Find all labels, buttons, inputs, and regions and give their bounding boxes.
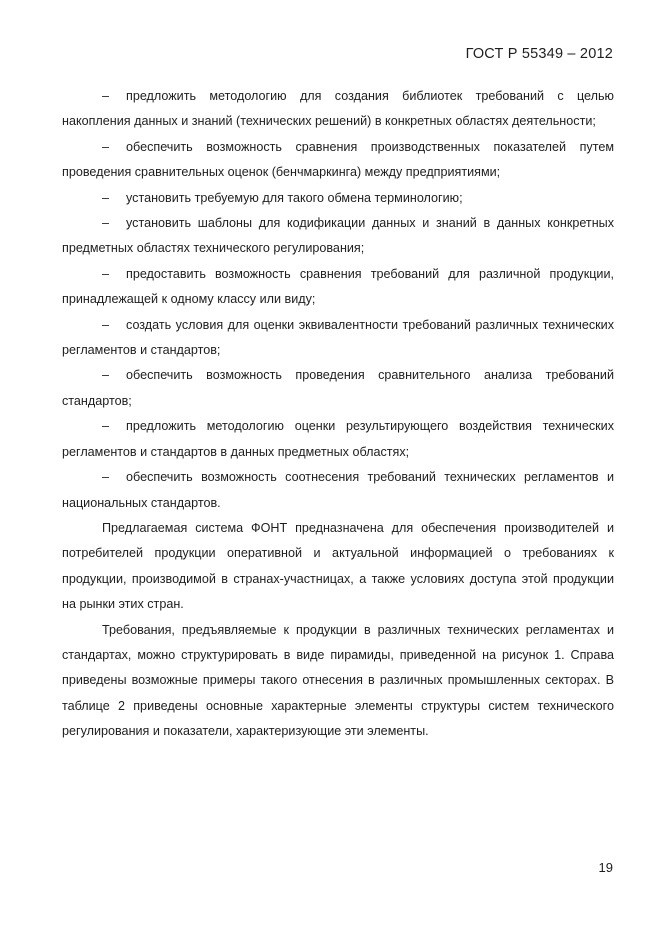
list-dash: – — [102, 216, 110, 231]
page-body — [62, 84, 614, 745]
list-item — [62, 186, 614, 211]
list-item — [62, 262, 614, 313]
list-item-text: предложить методологию для создания библиотек требований с целью накопления данных и знаний (технических решений) в конкретных областях деятельности; — [62, 89, 614, 129]
list-item-text: обеспечить возможность сравнения производственных показателей путем проведения сравнительных оценок (бенчмаркинга) между предприятиями; — [62, 139, 614, 180]
list-dash: – — [102, 368, 110, 383]
list-item — [62, 84, 614, 135]
list-item — [62, 135, 614, 186]
list-item — [62, 313, 614, 364]
list-dash: – — [102, 139, 110, 154]
list-dash: – — [102, 266, 110, 281]
paragraph-font-system: Предлагаемая система ФОНТ предназначена для обеспечения производителей и потребителей продукции оперативной и актуальной информацией о требованиях к продукции, производимой в странах-участницах, а также условиях доступа этой продукции на рынки этих стран. — [62, 520, 614, 612]
list-dash: – — [102, 89, 110, 103]
list-item-text: обеспечить возможность соотнесения требований технических регламентов и национальных стандартов. — [62, 470, 614, 510]
list-item-text: создать условия для оценки эквивалентности требований различных технических регламентов и стандартов; — [62, 317, 614, 358]
document-header: ГОСТ Р 55349 – 2012 — [465, 46, 613, 62]
list-dash: – — [102, 419, 110, 434]
paragraph-requirements-pyramid: Требования, предъявляемые к продукции в различных технических регламентах и стандартах, можно структурировать в виде пирамиды, приведенной на рисунок 1. Справа приведены возможные примеры такого отнесения в различных промышленных секторах. В таблице 2 приведены основные характерные элементы структуры систем технического регулирования и показатели, характеризующие эти элементы. — [62, 622, 614, 739]
list-item — [62, 414, 614, 465]
list-item-text: предложить методологию оценки результирующего воздействия технических регламентов и стандартов в данных предметных областях; — [62, 419, 614, 459]
list-item-text: установить требуемую для такого обмена терминологию; — [126, 190, 463, 205]
page-number: 19 — [598, 860, 613, 875]
list-item — [62, 211, 614, 262]
list-dash: – — [102, 470, 110, 485]
list-dash: – — [102, 190, 110, 205]
list-item — [62, 465, 614, 516]
list-item — [62, 363, 614, 414]
list-dash: – — [102, 317, 110, 332]
list-item-text: предоставить возможность сравнения требований для различной продукции, принадлежащей к одному классу или виду; — [62, 266, 614, 307]
list-item-text: обеспечить возможность проведения сравнительного анализа требований стандартов; — [62, 368, 614, 408]
list-item-text: установить шаблоны для кодификации данных и знаний в данных конкретных предметных областях технического регулирования; — [62, 216, 614, 256]
